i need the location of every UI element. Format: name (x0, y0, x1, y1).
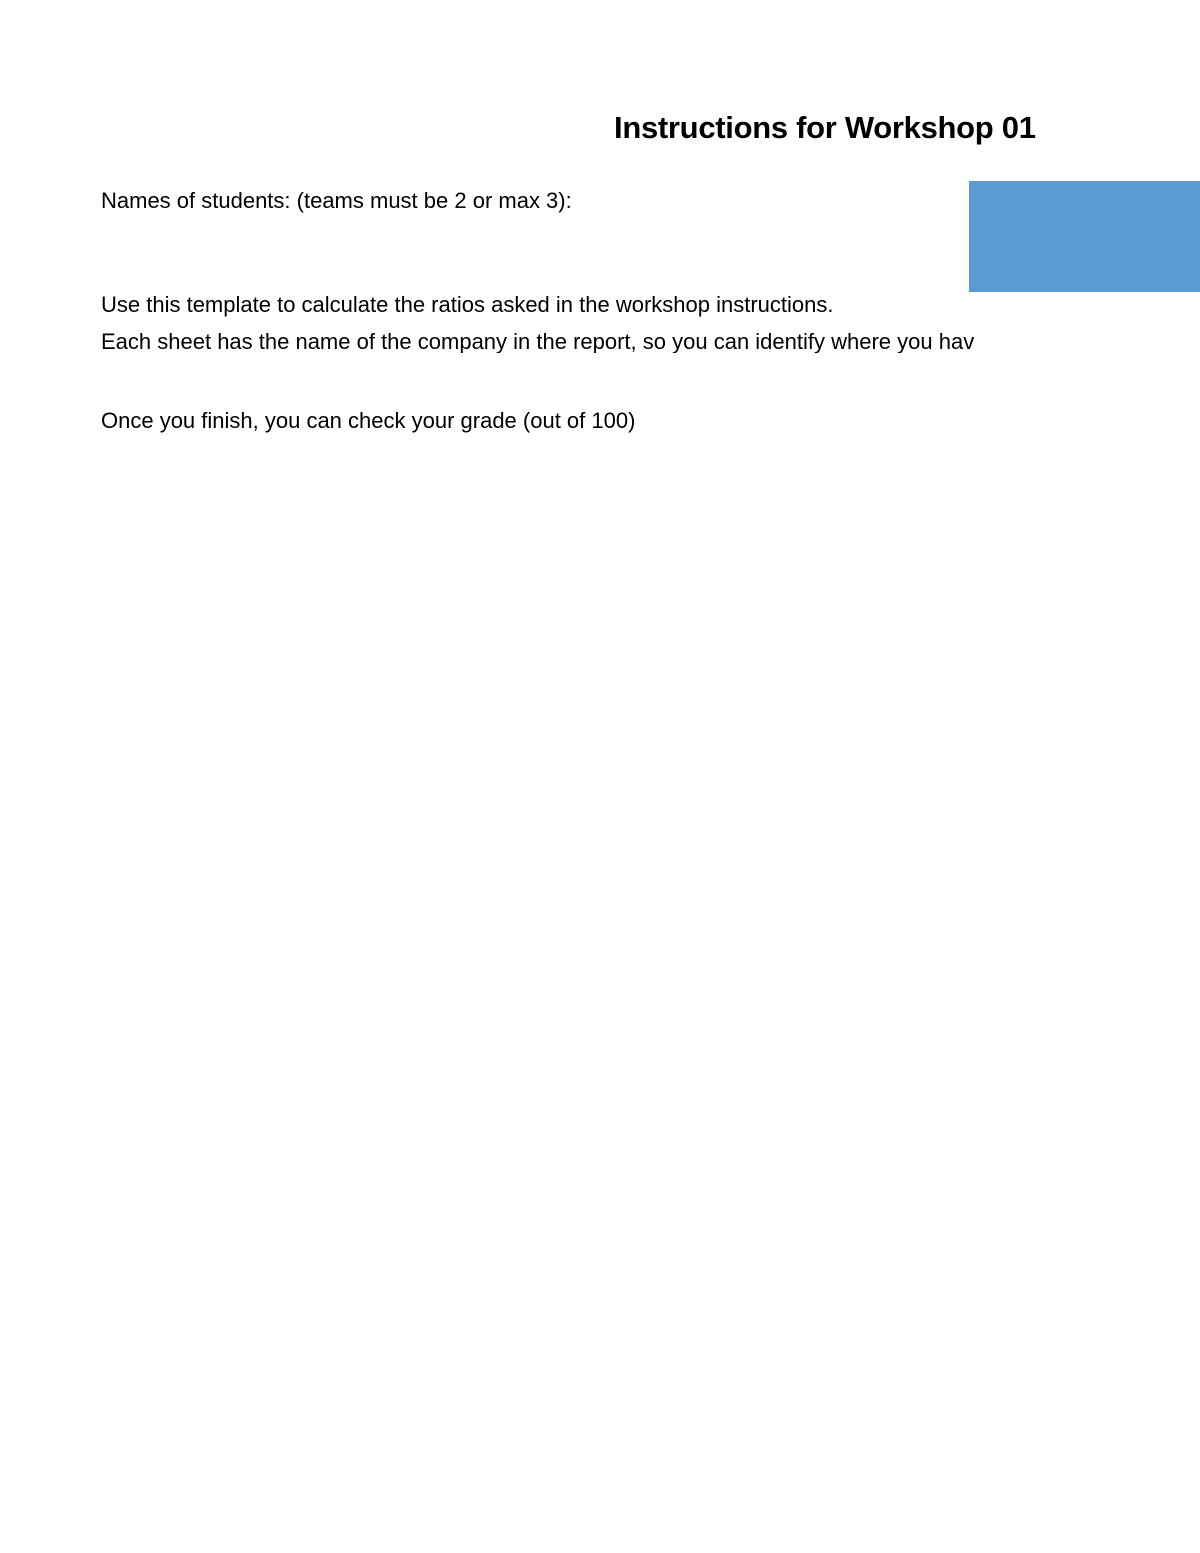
students-names-label: Names of students: (teams must be 2 or max 3): (101, 188, 572, 213)
instruction-line-1: Use this template to calculate the ratios asked in the workshop instructions. (101, 292, 834, 317)
instruction-line-2: Each sheet has the name of the company in the report, so you can identify where you hav (101, 331, 975, 353)
page-title: Instructions for Workshop 01 (614, 110, 1036, 145)
blue-shape (969, 181, 1200, 292)
grade-note: Once you finish, you can check your grade (out of 100) (101, 408, 636, 433)
